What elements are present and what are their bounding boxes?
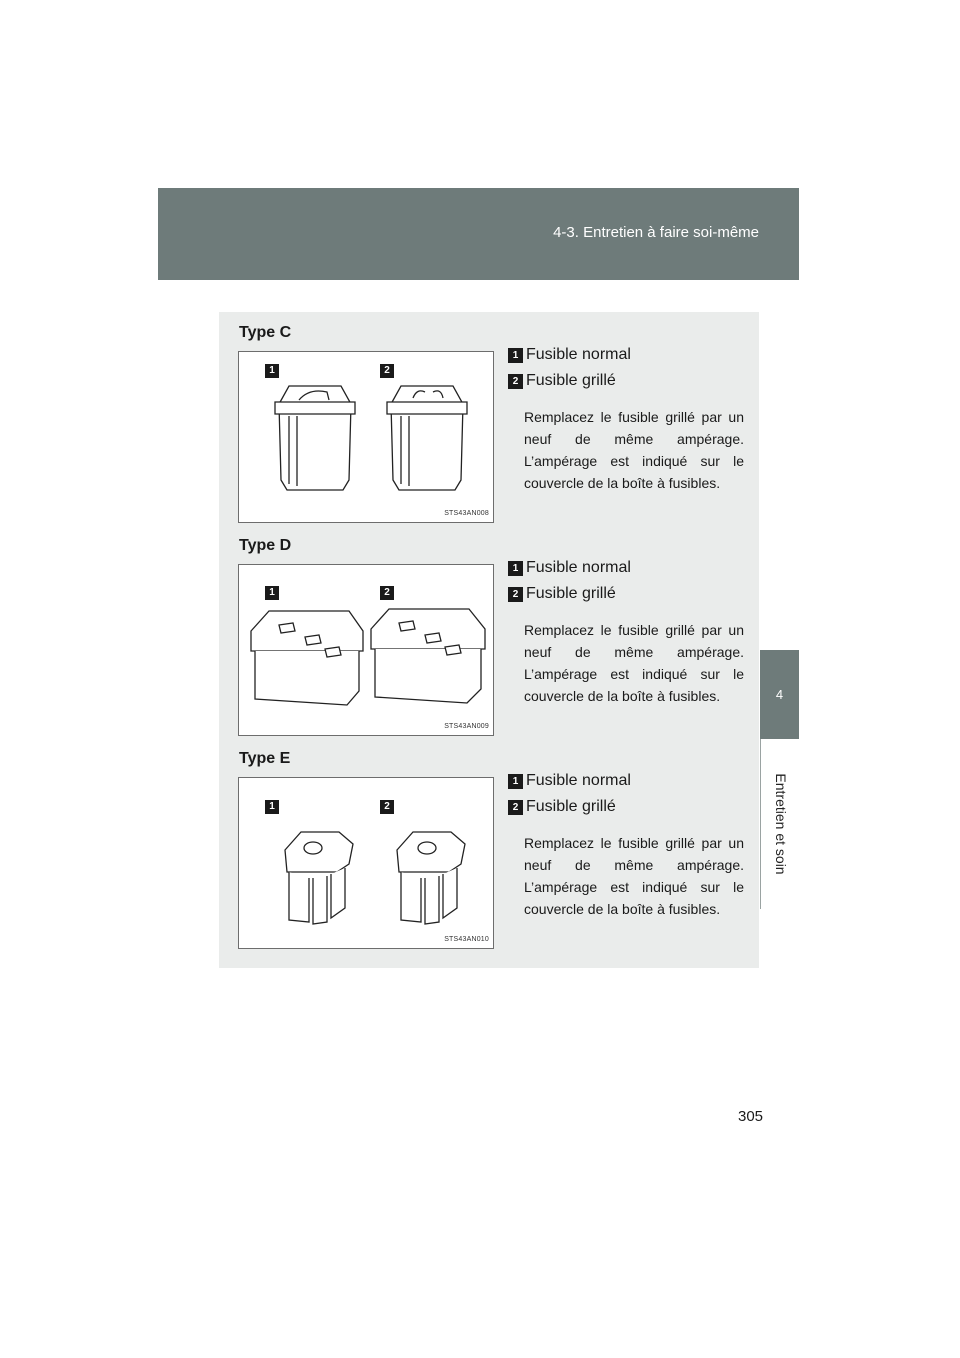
type-c-legend [508, 346, 748, 494]
legend-number: 2 [508, 587, 523, 602]
instruction-text: Remplacez le fusible grillé par un neuf de même ampérage. L’ampérage est indiqué sur le couvercle de la boîte à fusibles. [524, 622, 744, 704]
type-c-figure [238, 351, 494, 523]
legend-item [508, 772, 748, 798]
page-number: 305 [738, 1108, 764, 1125]
header-band [158, 188, 799, 280]
figure-code: STS43AN009 [444, 723, 489, 730]
legend-item [508, 559, 748, 585]
figure-callout-2: 2 [380, 586, 394, 600]
type-e-legend [508, 772, 748, 920]
legend-label: Fusible grillé [526, 585, 616, 602]
legend-number: 2 [508, 374, 523, 389]
type-d-figure [238, 564, 494, 736]
legend-label: Fusible normal [526, 346, 631, 363]
figure-callout-2: 2 [380, 364, 394, 378]
chapter-tab-label [760, 739, 800, 909]
section-title: 4-3. Entretien à faire soi-même [553, 224, 759, 241]
type-c-heading: Type C [239, 324, 292, 341]
figure-code: STS43AN010 [444, 936, 489, 943]
figure-code: STS43AN008 [444, 510, 489, 517]
type-d-heading: Type D [239, 537, 292, 554]
instruction-text: Remplacez le fusible grillé par un neuf de même ampérage. L’ampérage est indiqué sur le couvercle de la boîte à fusibles. [524, 835, 744, 917]
fuse-type-e-illustration [239, 778, 493, 948]
type-e-heading: Type E [239, 750, 291, 767]
legend-number: 2 [508, 800, 523, 815]
type-e-figure [238, 777, 494, 949]
figure-callout-2: 2 [380, 800, 394, 814]
fuse-type-d-illustration [239, 565, 493, 735]
figure-callout-1: 1 [265, 586, 279, 600]
legend-label: Fusible normal [526, 772, 631, 789]
legend-label: Fusible normal [526, 559, 631, 576]
legend-number: 1 [508, 774, 523, 789]
legend-label: Fusible grillé [526, 372, 616, 389]
legend-number: 1 [508, 561, 523, 576]
legend-item [508, 372, 748, 398]
instruction-text: Remplacez le fusible grillé par un neuf de même ampérage. L’ampérage est indiqué sur le couvercle de la boîte à fusibles. [524, 409, 744, 491]
chapter-tab-text: Entretien et soin [772, 773, 789, 875]
figure-callout-1: 1 [265, 364, 279, 378]
type-d-legend [508, 559, 748, 707]
figure-callout-1: 1 [265, 800, 279, 814]
legend-item [508, 346, 748, 372]
legend-number: 1 [508, 348, 523, 363]
legend-item [508, 798, 748, 824]
chapter-tab-number: 4 [760, 650, 799, 739]
content-box [219, 312, 759, 968]
legend-item [508, 585, 748, 611]
legend-label: Fusible grillé [526, 798, 616, 815]
fuse-type-c-illustration [239, 352, 493, 522]
